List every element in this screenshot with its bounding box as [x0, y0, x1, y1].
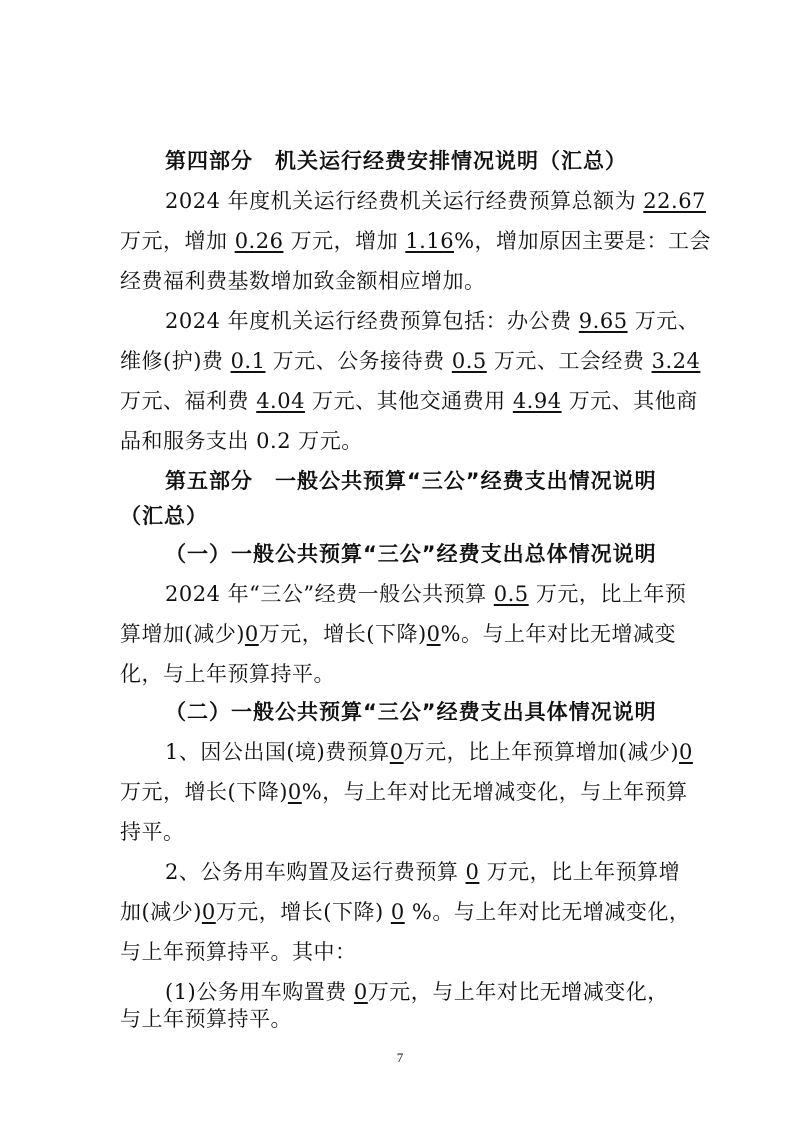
vehicle-percent-value: 0 — [390, 900, 405, 924]
section1-heading-text: （一）一般公共预算“三公”经费支出总体情况说明 — [165, 542, 657, 566]
overseas-change-value: 0 — [679, 740, 693, 764]
text: 万元、其他交通费用 — [304, 389, 513, 413]
text: %。与上年对比无增减变化， — [404, 900, 691, 924]
part4-p2-line2 — [120, 347, 700, 375]
text: 与上年预算持平。其中： — [120, 940, 357, 964]
vehicle-budget-value: 0 — [465, 860, 480, 884]
welfare-fee-value: 4.04 — [256, 389, 305, 413]
text: 2024 年度机关运行经费机关运行经费预算总额为 — [165, 189, 644, 213]
text: 1、因公出国(境)费预算 — [165, 740, 390, 764]
text: 万元，比上年预 — [528, 582, 687, 606]
text: 维修(护)费 — [120, 349, 231, 373]
part4-p2-line4 — [120, 427, 363, 455]
text: %，增加原因主要是：工会 — [454, 229, 712, 253]
part4-p1-line3 — [120, 267, 486, 295]
overseas-percent-value: 0 — [287, 780, 302, 804]
text: %。与上年对比无增减变 — [440, 622, 676, 646]
item3-line2 — [120, 1005, 292, 1033]
part5-heading-text-2: （汇总） — [120, 504, 208, 528]
part4-p1-line2 — [120, 227, 711, 255]
text: 持平。 — [120, 820, 185, 844]
vehicle-purchase-value: 0 — [353, 980, 368, 1004]
section2-heading-text: （二）一般公共预算“三公”经费支出具体情况说明 — [165, 700, 657, 724]
text: 加(减少) — [120, 900, 202, 924]
part4-heading — [165, 147, 627, 175]
overseas-budget-value: 0 — [389, 740, 404, 764]
text: 万元，增加 — [283, 229, 406, 253]
transport-fee-value: 4.94 — [512, 389, 562, 413]
text: %，与上年对比无增减变化，与上年预算 — [301, 780, 688, 804]
part4-p2-line3 — [120, 387, 698, 415]
part5-heading-line2 — [120, 502, 208, 530]
item1-line1 — [165, 738, 693, 766]
section1-heading — [165, 540, 657, 568]
increase-percent-value: 1.16 — [405, 229, 455, 253]
text: 与上年预算持平。 — [120, 1007, 292, 1031]
office-fee-value: 9.65 — [578, 309, 628, 333]
part4-p2-line1 — [165, 307, 699, 335]
change-percent-value: 0 — [426, 622, 441, 646]
text: 万元，增长(下降) — [258, 622, 427, 646]
item2-line3 — [120, 938, 357, 966]
reception-fee-value: 0.5 — [451, 349, 487, 373]
text: 2、公务用车购置及运行费预算 — [165, 860, 466, 884]
maintenance-fee-value: 0.1 — [230, 349, 266, 373]
item1-line3 — [120, 818, 185, 846]
part4-p1-line1 — [165, 187, 706, 215]
item1-line2 — [120, 778, 688, 806]
vehicle-change-value: 0 — [201, 900, 216, 924]
section1-line2 — [120, 620, 676, 648]
part4-heading-text: 第四部分 机关运行经费安排情况说明（汇总） — [165, 149, 627, 173]
text: 经费福利费基数增加致金额相应增加。 — [120, 269, 486, 293]
text: 万元、 — [627, 309, 700, 333]
text: (1)公务用车购置费 — [165, 980, 354, 1004]
three-public-budget-value: 0.5 — [493, 582, 529, 606]
text: 品和服务支出 0.2 万元。 — [120, 429, 363, 453]
text: 万元，增长(下降) — [215, 900, 391, 924]
part5-heading-text: 第五部分 一般公共预算“三公”经费支出情况说明 — [165, 469, 657, 493]
item2-line1 — [165, 858, 680, 886]
text: 万元、工会经费 — [486, 349, 652, 373]
text: 2024 年度机关运行经费预算包括：办公费 — [165, 309, 579, 333]
item3-line1 — [165, 978, 669, 1006]
text: 万元，与上年对比无增减变化， — [367, 980, 669, 1004]
text: 万元，比上年预算增加(减少) — [403, 740, 680, 764]
text: 万元，增加 — [120, 229, 235, 253]
total-amount-value: 22.67 — [643, 189, 706, 213]
section1-line1 — [165, 580, 686, 608]
part5-heading-line1 — [165, 467, 657, 495]
text: 化，与上年预算持平。 — [120, 662, 335, 686]
text: 2024 年“三公”经费一般公共预算 — [165, 582, 494, 606]
text: 算增加(减少) — [120, 622, 245, 646]
item2-line2 — [120, 898, 690, 926]
change-amount-value: 0 — [244, 622, 259, 646]
text: 万元、其他商 — [561, 389, 698, 413]
page-number: 7 — [396, 1050, 404, 1065]
text: 万元，比上年预算增 — [479, 860, 681, 884]
text: 万元、公务接待费 — [265, 349, 452, 373]
increase-amount-value: 0.26 — [234, 229, 284, 253]
union-fee-value: 3.24 — [651, 349, 701, 373]
text: 万元、福利费 — [120, 389, 257, 413]
section2-heading — [165, 698, 657, 726]
section1-line3 — [120, 660, 335, 688]
text: 万元，增长(下降) — [120, 780, 288, 804]
